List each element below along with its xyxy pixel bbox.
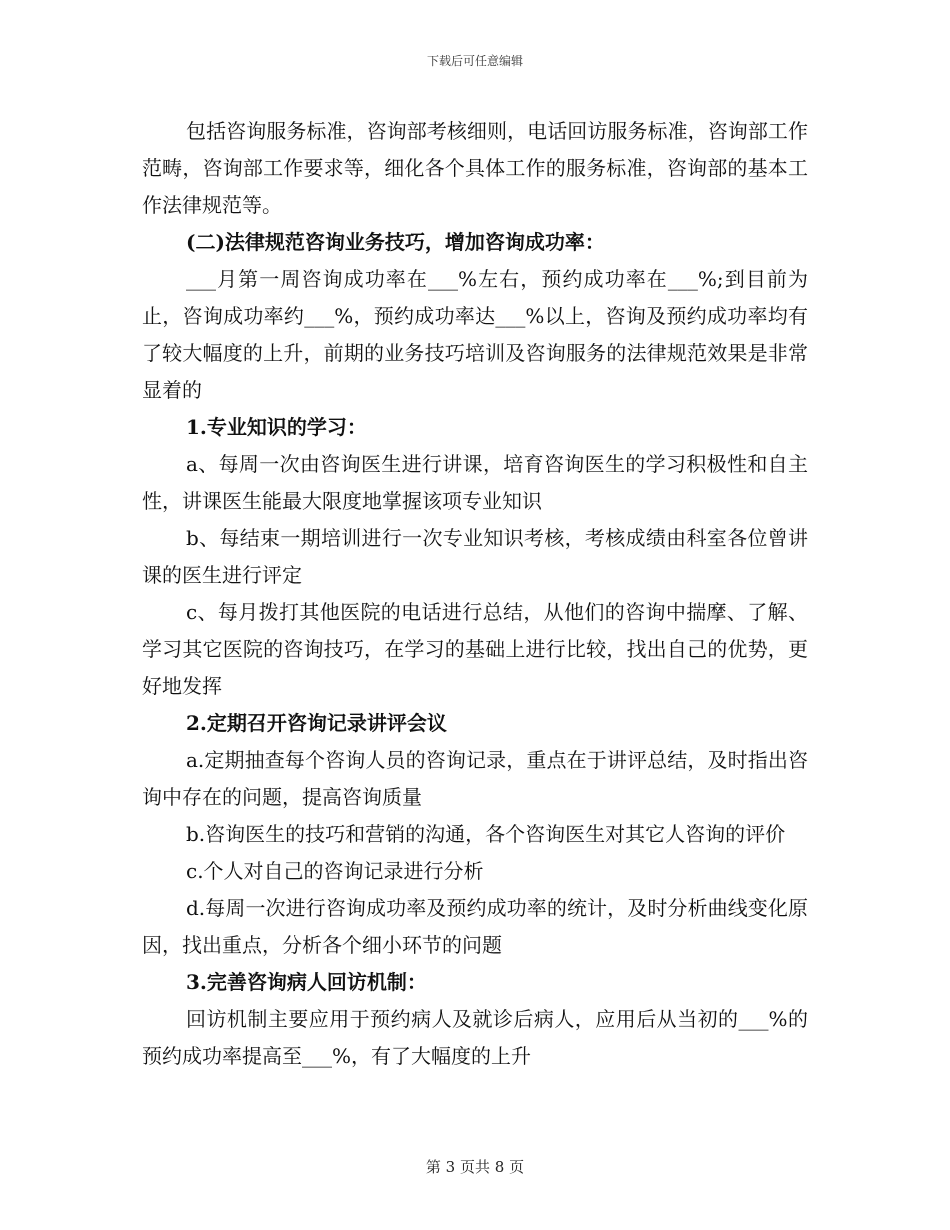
list-item: c.个人对自己的咨询记录进行分析 <box>186 859 484 883</box>
list-item: a.定期抽查每个咨询人员的咨询记录，重点在于讲评总结，及时指出咨询中存在的问题，提高咨询质量 <box>142 748 808 809</box>
subsection-heading: 3.完善咨询病人回访机制： <box>186 970 427 994</box>
paragraph: 回访机制主要应用于预约病人及就诊后病人，应用后从当初的___%的预约成功率提高至___%，有了大幅度的上升 <box>142 1007 808 1068</box>
subsection-heading: 1.专业知识的学习： <box>186 415 367 439</box>
page-footer: 第 3 页共 8 页 <box>425 1158 525 1176</box>
list-item: d.每周一次进行咨询成功率及预约成功率的统计，及时分析曲线变化原因，找出重点，分析各个细小环节的问题 <box>142 896 808 957</box>
subsection-heading: 2.定期召开咨询记录讲评会议 <box>186 711 447 735</box>
list-item: a、每周一次由咨询医生进行讲课，培育咨询医生的学习积极性和自主性，讲课医生能最大限度地掌握该项专业知识 <box>142 452 808 513</box>
document-body <box>142 113 808 1075</box>
paragraph: 包括咨询服务标准，咨询部考核细则，电话回访服务标准，咨询部工作范畴，咨询部工作要求等，细化各个具体工作的服务标准，咨询部的基本工作法律规范等。 <box>142 119 808 217</box>
section-heading: (二)法律规范咨询业务技巧，增加咨询成功率： <box>186 230 605 254</box>
list-item: b.咨询医生的技巧和营销的沟通，各个咨询医生对其它人咨询的评价 <box>186 822 786 846</box>
paragraph: ___月第一周咨询成功率在___%左右，预约成功率在___%;到目前为止，咨询成功率约___%，预约成功率达___%以上，咨询及预约成功率均有了较大幅度的上升，前期的业务技巧培训及咨询服务的法律规范效果是非常显着的 <box>142 267 808 402</box>
list-item: b、每结束一期培训进行一次专业知识考核，考核成绩由科室各位曾讲课的医生进行评定 <box>142 526 808 587</box>
page-header: 下载后可任意编辑 <box>426 54 523 68</box>
list-item: c、每月拨打其他医院的电话进行总结，从他们的咨询中揣摩、了解、学习其它医院的咨询技巧，在学习的基础上进行比较，找出自己的优势，更好地发挥 <box>142 600 808 698</box>
